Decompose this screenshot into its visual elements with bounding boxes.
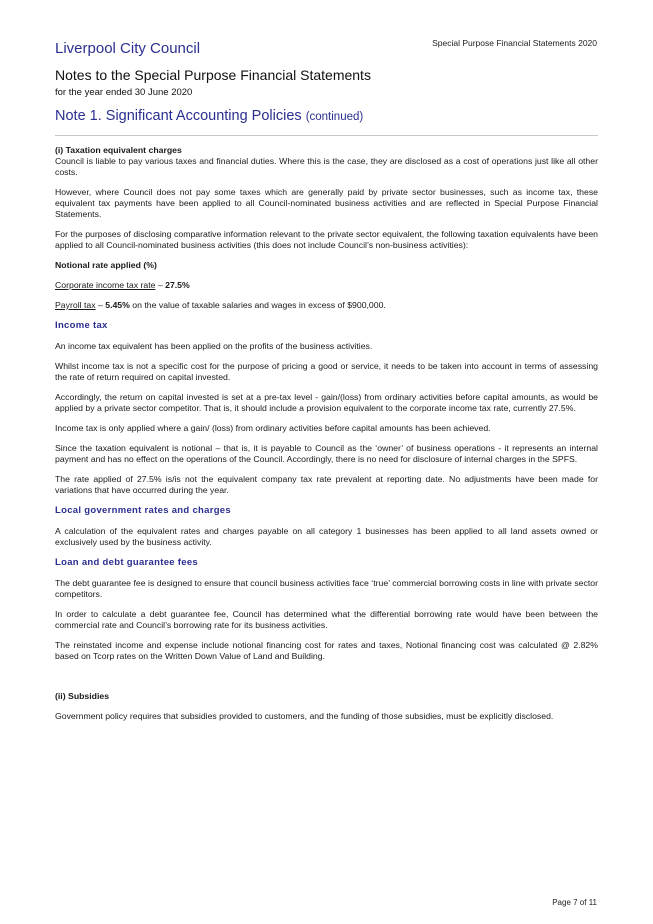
note-heading [55, 108, 363, 124]
corporate-tax-label: Corporate income tax rate [55, 280, 156, 290]
heading-divider [55, 135, 598, 136]
loan-paragraph-2: In order to calculate a debt guarantee fee, Council has determined what the differential borrowing rate would have been between the commercial rate and Council’s borrowing rate for its business activities. [55, 609, 598, 630]
income-tax-paragraph-4: Income tax is only applied where a gain/ (loss) from ordinary activities before capital amounts has been achieved. [55, 423, 491, 433]
subsidies-heading: (ii) Subsidies [55, 691, 110, 701]
taxation-paragraph-2: However, where Council does not pay some taxes which are generally paid by private sector businesses, such as income tax, these equivalent tax payments have been applied to all Council-nominated business activities and are reflected in Special Purpose Financial Statements. [55, 187, 598, 219]
loan-section [55, 557, 598, 662]
subsidies-section [55, 691, 598, 722]
note-heading-text: Note 1. Significant Accounting Policies [55, 108, 302, 124]
corporate-tax-value: 27.5% [165, 280, 190, 290]
income-tax-heading: Income tax [55, 320, 108, 331]
loan-paragraph-3: The reinstated income and expense include notional financing cost for rates and taxes, Notional financing cost was calculated @ 2.82% based on Tcorp rates on the Written Down Value of Land and Building. [55, 640, 598, 661]
income-tax-paragraph-2: Whilst income tax is not a specific cost for the purpose of pricing a good or service, it needs to be taken into account in terms of assessing the rate of return required on capital invested. [55, 361, 598, 382]
income-tax-section [55, 320, 598, 496]
notional-rate-heading: Notional rate applied (%) [55, 260, 157, 270]
taxation-heading: (i) Taxation equivalent charges [55, 145, 182, 155]
notes-title: Notes to the Special Purpose Financial Statements [55, 67, 371, 83]
corporate-tax-line [55, 280, 598, 291]
payroll-tax-line [55, 300, 598, 311]
income-tax-paragraph-3: Accordingly, the return on capital invested is set at a pre-tax level - gain/(loss) from ordinary activities before capital amounts, as would be applied by a private sector competitor. That is, it should include a provision equivalent to the corporate income tax rate, currently 27.5%. [55, 392, 598, 413]
page-number: Page 7 of 11 [552, 898, 597, 907]
income-tax-paragraph-6: The rate applied of 27.5% is/is not the equivalent company tax rate prevalent at reporting date. No adjustments have been made for variations that have occurred during the year. [55, 474, 598, 495]
taxation-paragraph-1: Council is liable to pay various taxes and financial duties. Where this is the case, they are disclosed as a cost of operations just like all other costs. [55, 156, 598, 177]
report-title: Special Purpose Financial Statements 2020 [432, 38, 597, 48]
period-subtitle: for the year ended 30 June 2020 [55, 87, 193, 98]
note-continued: (continued) [305, 111, 364, 123]
council-name: Liverpool City Council [55, 40, 201, 57]
section-spacer [55, 671, 598, 691]
loan-paragraph-1: The debt guarantee fee is designed to ensure that council business activities face ‘true’ commercial borrowing costs in line with private sector competitors. [55, 578, 598, 599]
local-gov-section [55, 505, 598, 548]
subsidies-paragraph-1: Government policy requires that subsidies provided to customers, and the funding of those subsidies, must be explicitly disclosed. [55, 711, 554, 721]
local-gov-paragraph-1: A calculation of the equivalent rates and charges payable on all category 1 businesses has been applied to all land assets owned or exclusively used by the business activity. [55, 526, 598, 547]
income-tax-paragraph-5: Since the taxation equivalent is notional – that is, it is payable to Council as the ‘owner’ of business operations - it represents an internal payment and has no effect on the operations of the Council. Accordingly, there is no need for disclosure of internal charges in the SPFS. [55, 443, 598, 464]
loan-heading: Loan and debt guarantee fees [55, 557, 199, 568]
taxation-section [55, 145, 598, 311]
income-tax-paragraph-1: An income tax equivalent has been applied on the profits of the business activities. [55, 341, 373, 351]
payroll-tax-label: Payroll tax [55, 300, 96, 310]
payroll-tax-rest: on the value of taxable salaries and wages in excess of $900,000. [129, 300, 386, 310]
taxation-paragraph-3: For the purposes of disclosing comparative information relevant to the private sector equivalent, the following taxation equivalents have been applied to all Council-nominated business activities (this does not include Council’s non-business activities): [55, 229, 598, 250]
payroll-tax-sep: – [95, 300, 106, 310]
payroll-tax-value: 5.45% [105, 300, 130, 310]
corporate-tax-sep: – [155, 280, 166, 290]
local-gov-heading: Local government rates and charges [55, 505, 231, 516]
document-body [55, 145, 598, 731]
